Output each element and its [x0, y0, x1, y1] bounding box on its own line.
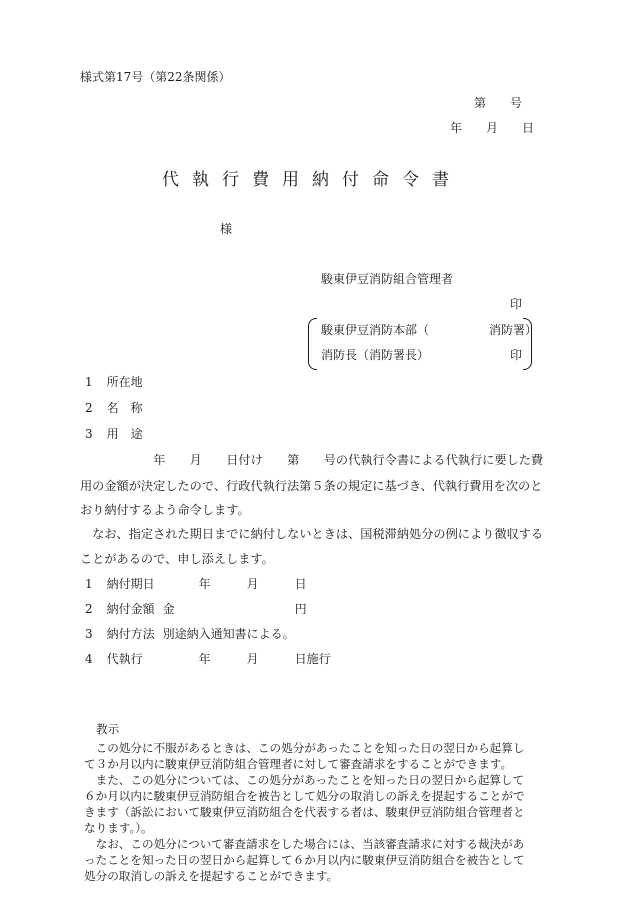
item-number: 4	[85, 652, 93, 666]
item-label: 納付方法	[106, 627, 155, 641]
notice-paragraph-line: ことがあるので、申し添えします。	[80, 552, 274, 566]
instruction-line: て３か月以内に駿東伊豆消防組合管理者に対して審査請求をすることができます。	[84, 757, 513, 771]
instruction-line: ったことを知った日の翌日から起算して６か月以内に駿東伊豆消防組合を被告として	[84, 853, 525, 867]
item-number: 3	[85, 427, 93, 441]
item-value: 金 円	[162, 602, 307, 616]
instruction-line: なお、この処分について審査請求をした場合には、当該審査請求に対する裁決があ	[84, 837, 525, 851]
fire-chief-line: 消防長（消防署長）	[321, 348, 430, 362]
item-number: 2	[85, 401, 93, 415]
fire-hq-line: 駿東伊豆消防本部（ 消防署）	[321, 323, 538, 337]
list-item	[85, 375, 143, 389]
instruction-heading: 教示	[96, 722, 120, 736]
instruction-line: この処分に不服があるときは、この処分があったことを知った日の翌日から起算し	[84, 741, 525, 755]
item-value: 別途納入通知書による。	[162, 627, 295, 641]
item-label: 用 途	[106, 427, 143, 441]
order-paragraph-line: 年 月 日付け 第 号の代執行令書による代執行に要した費	[80, 453, 544, 467]
instruction-line: 処分の取消しの訴えを提起することができます。	[84, 869, 339, 883]
left-bracket	[308, 318, 317, 370]
item-number: 1	[85, 375, 93, 389]
addressee: 様	[220, 222, 233, 236]
form-number: 様式第17号（第22条関係）	[80, 70, 231, 84]
instruction-line: なります。）。	[84, 821, 153, 835]
seal-mark: 印	[510, 348, 523, 362]
item-label: 納付金額	[106, 602, 155, 616]
payment-item	[85, 652, 331, 666]
instruction-line: また、この処分については、この処分があったことを知った日の翌日から起算して	[84, 773, 525, 787]
item-label: 納付期日	[106, 577, 155, 591]
payment-item	[85, 602, 307, 616]
item-label: 名 称	[106, 401, 143, 415]
item-number: 1	[85, 577, 93, 591]
item-label: 所在地	[106, 375, 143, 389]
seal-mark: 印	[510, 297, 523, 311]
instruction-line: ６か月以内に駿東伊豆消防組合を被告として処分の取消しの訴えを提起することがで	[84, 789, 525, 803]
order-paragraph-line: おり納付するよう命令します。	[80, 503, 250, 517]
issuer-name: 駿東伊豆消防組合管理者	[321, 272, 454, 286]
notice-paragraph-line: なお、指定された期日までに納付しないときは、国税滞納処分の例により徴収する	[80, 527, 544, 541]
payment-item	[85, 577, 307, 591]
item-label: 代執行	[106, 652, 143, 666]
item-value: 年 月 日施行	[150, 652, 331, 666]
item-number: 2	[85, 602, 93, 616]
instruction-line: きます（訴訟において駿東伊豆消防組合を代表する者は、駿東伊豆消防組合管理者と	[84, 805, 525, 819]
item-number: 3	[85, 627, 93, 641]
list-item	[85, 401, 143, 415]
document-number: 第 号	[474, 96, 523, 110]
document-date: 年 月 日	[450, 121, 535, 135]
list-item	[85, 427, 143, 441]
order-paragraph-line: 用の金額が決定したので、行政代執行法第５条の規定に基づき、代執行費用を次のと	[80, 479, 543, 493]
page-title: 代執行費用納付命令書	[162, 170, 462, 190]
item-value: 年 月 日	[162, 577, 307, 591]
payment-item	[85, 627, 295, 641]
